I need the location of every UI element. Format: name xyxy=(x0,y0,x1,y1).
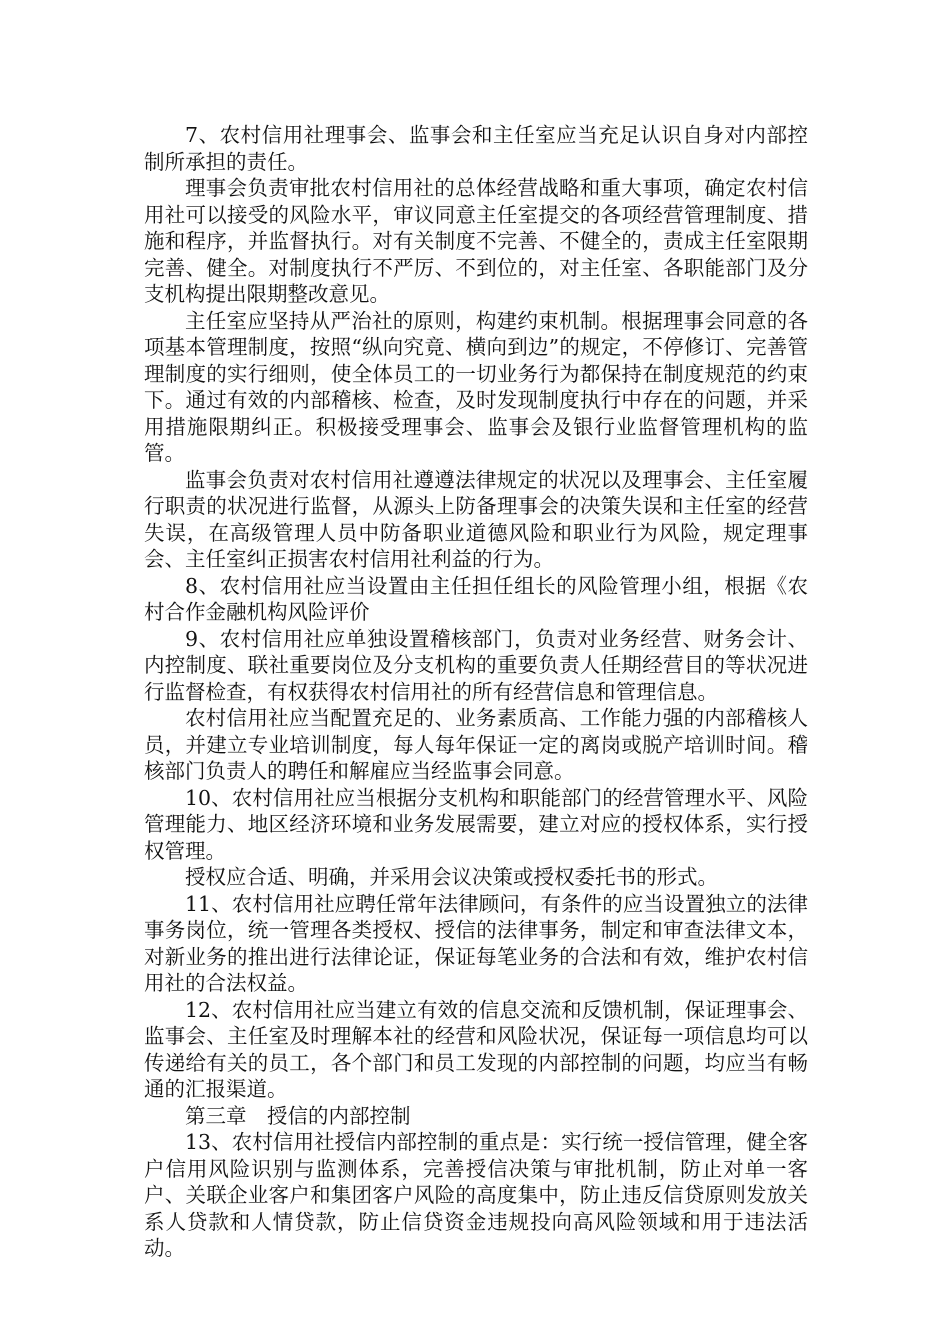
paragraph-supervisory-board-duties: 监事会负责对农村信用社遵遵法律规定的状况以及理事会、主任室履行职责的状况进行监督，从源头上防备理事会的决策失误和主任室的经营失误，在高级管理人员中防备职业道德风险和职业行为风险，规定理事会、主任室纠正损害农村信用社利益的行为。 xyxy=(144,467,808,571)
document-page xyxy=(144,122,808,1262)
paragraph-13-credit-control: 13、农村信用社授信内部控制的重点是：实行统一授信管理，健全客户信用风险识别与监测体系，完善授信决策与审批机制，防止对单一客户、关联企业客户和集团客户风险的高度集中，防止违反信贷原则发放关系人贷款和人情贷款，防止信贷资金违规投向高风险领域和用于违法活动。 xyxy=(144,1130,808,1260)
paragraph-board-duties: 理事会负责审批农村信用社的总体经营战略和重大事项，确定农村信用社可以接受的风险水平，审议同意主任室提交的各项经营管理制度、措施和程序，并监督执行。对有关制度不完善、不健全的，责成主任室限期完善、健全。对制度执行不严厉、不到位的，对主任室、各职能部门及分支机构提出限期整改意见。 xyxy=(144,176,808,306)
paragraph-12-information-feedback: 12、农村信用社应当建立有效的信息交流和反馈机制，保证理事会、监事会、主任室及时理解本社的经营和风险状况，保证每一项信息均可以传递给有关的员工，各个部门和员工发现的内部控制的问题，均应当有畅通的汇报渠道。 xyxy=(144,997,808,1101)
paragraph-8-risk-group: 8、农村信用社应当设置由主任担任组长的风险管理小组，根据《农村合作金融机构风险评价 xyxy=(144,573,808,624)
paragraph-9-audit-department: 9、农村信用社应单独设置稽核部门，负责对业务经营、财务会计、内控制度、联社重要岗位及分支机构的重要负责人任期经营目的等状况进行监督检查，有权获得农村信用社的所有经营信息和管理信息。 xyxy=(144,626,808,704)
paragraph-7-responsibility: 7、农村信用社理事会、监事会和主任室应当充足认识自身对内部控制所承担的责任。 xyxy=(144,123,808,174)
paragraph-11-legal-counsel: 11、农村信用社应聘任常年法律顾问，有条件的应当设置独立的法律事务岗位，统一管理各类授权、授信的法律事务，制定和审查法律文本，对新业务的推出进行法律论证，保证每笔业务的合法和有效，维护农村信用社的合法权益。 xyxy=(144,891,808,995)
paragraph-10-authorization: 10、农村信用社应当根据分支机构和职能部门的经营管理水平、风险管理能力、地区经济环境和业务发展需要，建立对应的授权体系，实行授权管理。 xyxy=(144,785,808,863)
paragraph-director-office-duties: 主任室应坚持从严治社的原则，构建约束机制。根据理事会同意的各项基本管理制度，按照“纵向究竟、横向到边”的规定，不停修订、完善管理制度的实行细则，使全体员工的一切业务行为都保持在制度规范的约束下。通过有效的内部稽核、检查，及时发现制度执行中存在的问题，并采用措施限期纠正。积极接受理事会、监事会及银行业监督管理机构的监管。 xyxy=(144,308,808,465)
chapter-heading: 第三章 授信的内部控制 xyxy=(185,1103,411,1128)
paragraph-authorization-form: 授权应合适、明确，并采用会议决策或授权委托书的形式。 xyxy=(185,865,718,889)
paragraph-audit-staff: 农村信用社应当配置充足的、业务素质高、工作能力强的内部稽核人员，并建立专业培训制度，每人每年保证一定的离岗或脱产培训时间。稽核部门负责人的聘任和解雇应当经监事会同意。 xyxy=(144,706,808,783)
